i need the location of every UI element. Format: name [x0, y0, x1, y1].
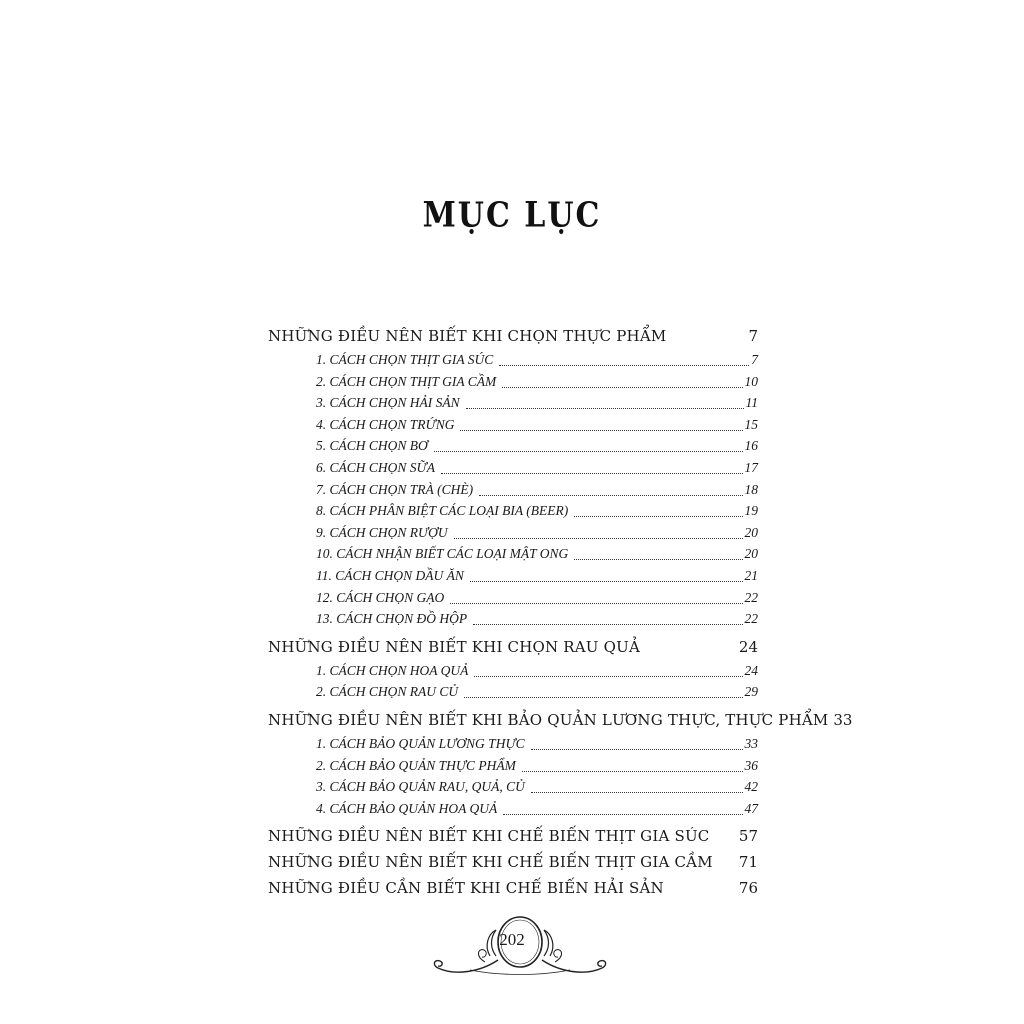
toc-section-title: NHỮNG ĐIỀU NÊN BIẾT KHI CHẾ BIẾN THỊT GIA SÚC	[268, 827, 710, 846]
toc-entry-title: 9. CÁCH CHỌN RƯỢU	[316, 524, 448, 540]
toc-section-page: 33	[833, 711, 853, 729]
dot-leader	[464, 696, 742, 698]
toc-entry-title: 12. CÁCH CHỌN GẠO	[316, 589, 445, 605]
toc-entry-title: 1. CÁCH CHỌN THỊT GIA SÚC	[316, 352, 494, 367]
toc-entry	[316, 798, 758, 819]
toc-entry-title: 1. CÁCH CHỌN HOA QUẢ	[316, 662, 469, 678]
toc-entry	[316, 414, 758, 435]
toc-section	[268, 636, 758, 658]
dot-leader	[522, 770, 743, 772]
toc-entry	[316, 457, 758, 478]
toc-entry-page: 24	[744, 662, 758, 678]
dot-leader	[441, 472, 743, 474]
toc-entry-page: 18	[744, 481, 758, 497]
dot-leader	[434, 450, 743, 452]
toc-entry	[316, 681, 758, 702]
page-number: 202	[499, 930, 525, 949]
dot-leader	[460, 429, 742, 431]
toc-entry	[316, 435, 758, 456]
dot-leader	[574, 558, 742, 560]
toc-section	[268, 851, 758, 873]
dot-leader	[503, 813, 742, 815]
toc-entry	[316, 349, 758, 370]
toc-section-page: 7	[748, 327, 758, 345]
toc-entry-title: 3. CÁCH CHỌN HẢI SẢN	[316, 395, 460, 411]
toc-entry-title: 6. CÁCH CHỌN SỮA	[316, 460, 435, 475]
toc-section-title: NHỮNG ĐIỀU NÊN BIẾT KHI BẢO QUẢN LƯƠNG THỰC, THỰC PHẨM	[268, 711, 829, 729]
toc-section-page: 76	[738, 879, 758, 898]
toc-entry-title: 2. CÁCH CHỌN THỊT GIA CẦM	[316, 373, 497, 389]
toc-section	[268, 709, 853, 731]
toc-entry-page: 33	[744, 736, 758, 751]
toc-entry-page: 20	[744, 524, 758, 540]
dot-leader	[479, 494, 742, 496]
toc-entry	[316, 608, 758, 629]
toc-entry-page: 7	[751, 352, 758, 367]
toc-entry-page: 22	[744, 611, 758, 627]
toc-section-title: NHỮNG ĐIỀU NÊN BIẾT KHI CHỌN RAU QUẢ	[268, 637, 640, 656]
toc-entry-page: 16	[744, 438, 758, 454]
toc-section-page: 24	[738, 637, 758, 656]
toc-section-title: NHỮNG ĐIỀU CẦN BIẾT KHI CHẾ BIẾN HẢI SẢN	[268, 879, 664, 898]
toc-entry	[316, 392, 758, 413]
toc-entry	[316, 776, 758, 797]
toc-entry	[316, 565, 758, 586]
toc-entry	[316, 371, 758, 392]
dot-leader	[466, 407, 744, 409]
toc-entry-page: 29	[744, 684, 758, 700]
toc-entry-page: 20	[744, 546, 758, 562]
toc-entry-page: 10	[744, 373, 758, 389]
toc-entry-page: 11	[745, 395, 758, 411]
dot-leader	[531, 748, 743, 750]
toc-section	[268, 325, 758, 347]
dot-leader	[474, 675, 742, 677]
toc-entry-title: 1. CÁCH BẢO QUẢN LƯƠNG THỰC	[316, 736, 525, 751]
dot-leader	[499, 364, 749, 366]
toc-entry-page: 22	[744, 589, 758, 605]
toc-entry	[316, 479, 758, 500]
toc-section-title: NHỮNG ĐIỀU NÊN BIẾT KHI CHẾ BIẾN THỊT GIA CẦM	[268, 853, 713, 872]
toc-entry-title: 13. CÁCH CHỌN ĐỒ HỘP	[316, 611, 468, 627]
toc-entry-title: 8. CÁCH PHÂN BIỆT CÁC LOẠI BIA (BEER)	[316, 503, 569, 519]
toc-entry-title: 4. CÁCH BẢO QUẢN HOA QUẢ	[316, 800, 498, 816]
dot-leader	[574, 515, 742, 517]
toc-entry	[316, 587, 758, 608]
toc-entry	[316, 522, 758, 543]
toc-entry	[316, 660, 758, 681]
toc-entry-title: 4. CÁCH CHỌN TRỨNG	[316, 416, 455, 432]
toc-entry	[316, 733, 758, 754]
toc-entry-title: 2. CÁCH CHỌN RAU CỦ	[316, 684, 459, 700]
toc-entry	[316, 755, 758, 776]
toc-entry-title: 7. CÁCH CHỌN TRÀ (CHÈ)	[316, 481, 474, 497]
toc-entry-title: 5. CÁCH CHỌN BƠ	[316, 438, 428, 454]
toc-entry-title: 11. CÁCH CHỌN DẦU ĂN	[316, 568, 464, 583]
toc-section	[268, 825, 758, 847]
toc-entry-title: 2. CÁCH BẢO QUẢN THỰC PHẨM	[316, 757, 516, 773]
toc-section-page: 71	[738, 853, 758, 872]
toc-entry-page: 42	[744, 779, 758, 795]
toc-entry-page: 19	[744, 503, 758, 519]
toc-section-title: NHỮNG ĐIỀU NÊN BIẾT KHI CHỌN THỰC PHẨM	[268, 327, 667, 345]
dot-leader	[502, 386, 742, 388]
toc-section-page: 57	[738, 827, 758, 846]
toc-entry	[316, 500, 758, 521]
toc-entry-page: 21	[744, 568, 758, 583]
dot-leader	[454, 537, 743, 539]
page-title: MỤC LỤC	[422, 195, 602, 236]
dot-leader	[473, 623, 742, 625]
dot-leader	[450, 602, 742, 604]
toc-entry-title: 3. CÁCH BẢO QUẢN RAU, QUẢ, CỦ	[316, 779, 525, 795]
toc-entry-page: 17	[744, 460, 758, 475]
toc-entry	[316, 543, 758, 564]
toc-section	[268, 877, 758, 899]
toc-entry-page: 47	[744, 800, 758, 816]
dot-leader	[531, 791, 743, 793]
toc-entry-title: 10. CÁCH NHẬN BIẾT CÁC LOẠI MẬT ONG	[316, 546, 569, 562]
toc-entry-page: 15	[744, 416, 758, 432]
dot-leader	[470, 580, 743, 582]
toc-entry-page: 36	[744, 757, 758, 773]
